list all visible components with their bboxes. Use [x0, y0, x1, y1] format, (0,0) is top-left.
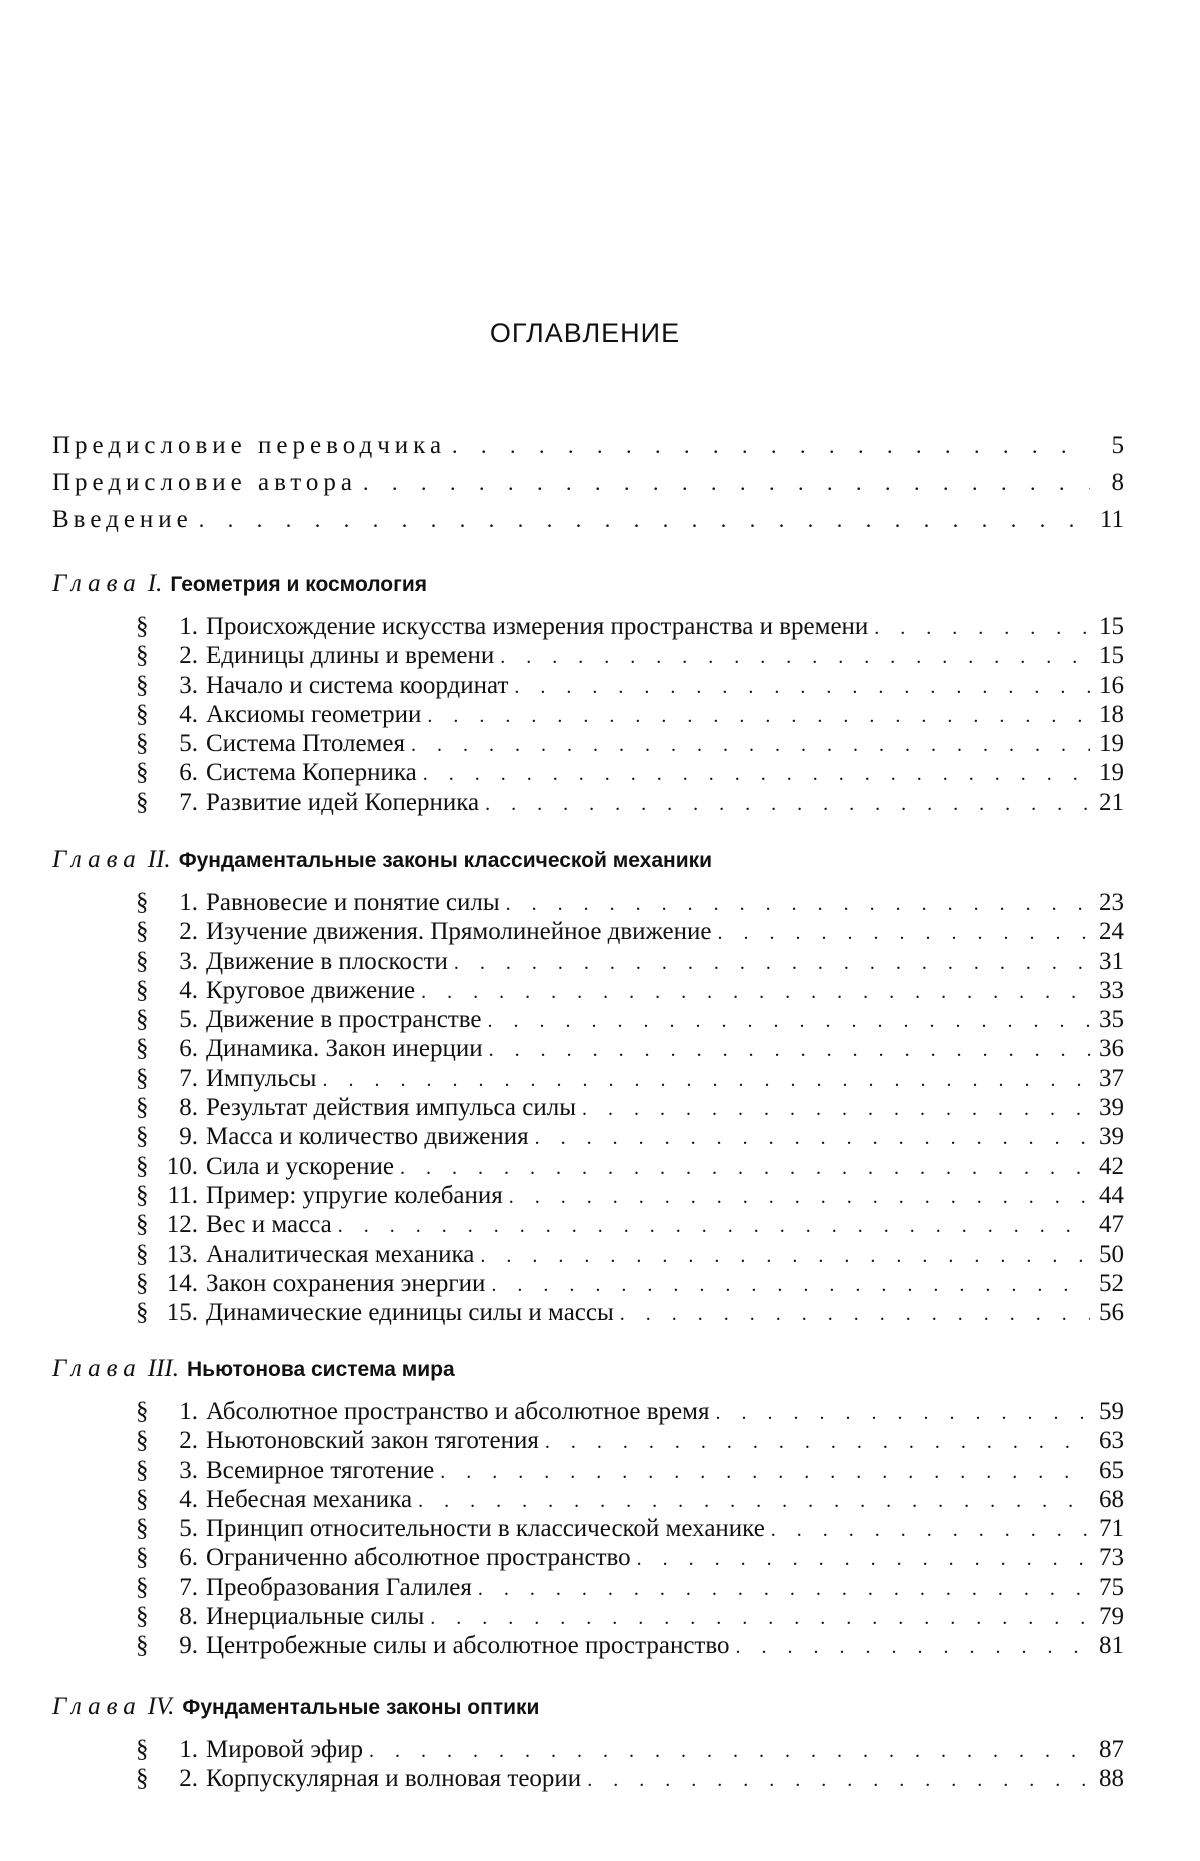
- section-label: Принцип относительности в классической механике: [206, 1515, 765, 1543]
- chapter-word: Глава: [52, 570, 142, 597]
- section-sign: §: [136, 1181, 149, 1209]
- leader-dots: [509, 1183, 1090, 1212]
- page-number: 87: [1099, 1736, 1124, 1763]
- leader-dots: [620, 1300, 1090, 1329]
- section-label: Сила и ускорение: [206, 1152, 394, 1180]
- leader-dots: [514, 673, 1090, 702]
- section-number: 5.: [179, 730, 198, 758]
- toc-section-entry[interactable]: [136, 1397, 1124, 1426]
- leader-dots: [500, 643, 1090, 672]
- section-label: Преобразования Галилея: [206, 1573, 472, 1601]
- section-sign: §: [136, 889, 149, 916]
- section-sign: §: [136, 1485, 149, 1513]
- section-number: 3.: [179, 1456, 198, 1484]
- section-number: 3.: [179, 947, 198, 975]
- section-label: Центробежные силы и абсолютное пространство: [206, 1632, 730, 1660]
- section-number: 1.: [179, 613, 198, 640]
- section-sign: §: [136, 1765, 149, 1793]
- toc-section-entry[interactable]: [136, 671, 1124, 700]
- section-sign: §: [136, 1152, 149, 1180]
- section-label: Ограниченно абсолютное пространство: [206, 1544, 631, 1572]
- toc-section-entry[interactable]: [136, 700, 1124, 729]
- leader-dots: [363, 470, 1090, 496]
- toc-section-entry[interactable]: [136, 1181, 1124, 1210]
- toc-section-entry[interactable]: [136, 1240, 1124, 1269]
- toc-section-entry[interactable]: [136, 729, 1124, 758]
- section-label: Вес и масса: [206, 1211, 332, 1239]
- section-list: [136, 888, 1124, 1327]
- page-number: 79: [1099, 1603, 1124, 1631]
- section-number: 7.: [179, 1064, 198, 1092]
- page-number: 19: [1099, 730, 1124, 758]
- leader-dots: [506, 890, 1090, 919]
- section-list: [136, 1397, 1124, 1661]
- section-sign: §: [136, 1544, 149, 1572]
- section-label: Инерциальные силы: [206, 1603, 425, 1631]
- leader-dots: [418, 1487, 1090, 1516]
- section-sign: §: [136, 1427, 149, 1455]
- page-number: 5: [1111, 432, 1124, 459]
- toc-section-entry[interactable]: [136, 1210, 1124, 1239]
- page-number: 36: [1099, 1035, 1124, 1063]
- page-number: 71: [1099, 1515, 1124, 1543]
- section-number: 1.: [179, 1398, 198, 1425]
- page-number: 35: [1099, 1006, 1124, 1034]
- page-number: 24: [1099, 918, 1124, 946]
- leader-dots: [488, 1007, 1090, 1036]
- page-number: 44: [1099, 1181, 1124, 1209]
- chapter-4: [52, 1693, 1124, 1794]
- toc-section-entry[interactable]: [136, 1064, 1124, 1093]
- leader-dots: [369, 1737, 1090, 1766]
- section-number: 9.: [179, 1632, 198, 1660]
- section-label: Круговое движение: [206, 976, 416, 1004]
- section-sign: §: [136, 1456, 149, 1484]
- leader-dots: [430, 1604, 1090, 1633]
- leader-dots: [489, 1036, 1090, 1065]
- page-number: 37: [1099, 1064, 1124, 1092]
- leader-dots: [587, 1766, 1090, 1795]
- page-number: 65: [1099, 1456, 1124, 1484]
- section-label: Абсолютное пространство и абсолютное время: [206, 1398, 710, 1425]
- page-number: 31: [1099, 947, 1124, 975]
- chapter-title: Ньютонова система мира: [187, 1358, 455, 1381]
- section-list: [136, 1735, 1124, 1794]
- chapter-2: [52, 846, 1124, 1327]
- section-number: 12.: [166, 1211, 198, 1239]
- section-label: Закон сохранения энергии: [206, 1269, 486, 1297]
- leader-dots: [736, 1633, 1091, 1662]
- section-label: Аналитическая механика: [206, 1240, 475, 1268]
- section-sign: §: [136, 788, 149, 816]
- section-number: 5.: [179, 1006, 198, 1034]
- section-number: 3.: [179, 671, 198, 699]
- leader-dots: [545, 1428, 1090, 1457]
- page-number: 15: [1099, 642, 1124, 670]
- toc-section-entry[interactable]: [136, 1298, 1124, 1327]
- toc-section-entry[interactable]: [136, 758, 1124, 787]
- section-sign: §: [136, 947, 149, 975]
- leader-dots: [582, 1095, 1090, 1124]
- section-label: Импульсы: [206, 1064, 317, 1092]
- section-label: Система Птолемея: [206, 730, 405, 758]
- chapter-number: I.: [147, 570, 163, 597]
- leader-dots: [454, 949, 1090, 978]
- page-number: 8: [1111, 469, 1124, 496]
- page-title: ОГЛАВЛЕНИЕ: [489, 318, 681, 348]
- section-label: Изучение движения. Прямолинейное движение: [206, 918, 712, 946]
- section-label: Движение в плоскости: [206, 947, 448, 975]
- section-label: Начало и система координат: [206, 671, 509, 699]
- leader-dots: [637, 1545, 1090, 1574]
- section-sign: §: [136, 1573, 149, 1601]
- section-number: 2.: [179, 642, 198, 670]
- page-number: 63: [1099, 1427, 1124, 1455]
- section-number: 2.: [179, 1765, 198, 1793]
- page-number: 47: [1099, 1211, 1124, 1239]
- toc-section-entry[interactable]: [136, 947, 1124, 976]
- section-number: 5.: [179, 1515, 198, 1543]
- leader-dots: [423, 760, 1090, 789]
- toc-section-entry[interactable]: [136, 1485, 1124, 1514]
- section-number: 6.: [179, 1544, 198, 1572]
- section-sign: §: [136, 1299, 149, 1327]
- leader-dots: [874, 614, 1090, 643]
- section-number: 15.: [166, 1299, 198, 1327]
- leader-dots: [478, 1575, 1090, 1604]
- section-number: 2.: [179, 918, 198, 946]
- section-number: 6.: [179, 759, 198, 787]
- section-label: Корпускулярная и волновая теории: [206, 1765, 582, 1793]
- section-number: 1.: [179, 889, 198, 916]
- leader-dots: [440, 1458, 1090, 1487]
- toc-section-entry[interactable]: [136, 1735, 1124, 1764]
- section-label: Система Коперника: [206, 759, 417, 787]
- section-number: 4.: [179, 1485, 198, 1513]
- toc-section-entry[interactable]: [136, 976, 1124, 1005]
- section-sign: §: [136, 1006, 149, 1034]
- page-number: 73: [1099, 1544, 1124, 1572]
- leader-dots: [411, 731, 1090, 760]
- section-sign: §: [136, 1269, 149, 1297]
- section-number: 7.: [179, 1573, 198, 1601]
- section-number: 10.: [166, 1152, 198, 1180]
- entry-label: Введение: [52, 506, 193, 533]
- page-number: 11: [1099, 506, 1124, 533]
- section-number: 2.: [179, 1427, 198, 1455]
- section-label: Пример: упругие колебания: [206, 1181, 503, 1209]
- page-number: 15: [1099, 613, 1124, 640]
- section-number: 8.: [179, 1603, 198, 1631]
- section-number: 4.: [179, 976, 198, 1004]
- leader-dots: [717, 919, 1090, 948]
- page-number: 75: [1099, 1573, 1124, 1601]
- section-number: 14.: [166, 1269, 198, 1297]
- page-number: 56: [1099, 1299, 1124, 1327]
- section-label: Развитие идей Коперника: [206, 788, 480, 816]
- chapter-word: Глава: [52, 846, 142, 873]
- leader-dots: [535, 1124, 1090, 1153]
- page-number: 16: [1099, 671, 1124, 699]
- section-number: 6.: [179, 1035, 198, 1063]
- section-sign: §: [136, 613, 149, 640]
- section-label: Масса и количество движения: [206, 1123, 529, 1151]
- page-number: 59: [1099, 1398, 1124, 1425]
- toc-section-entry[interactable]: [136, 917, 1124, 946]
- leader-dots: [485, 790, 1090, 819]
- chapter-1: [52, 570, 1124, 817]
- toc-section-entry[interactable]: [136, 1764, 1124, 1793]
- page-number: 39: [1099, 1123, 1124, 1151]
- toc-section-entry[interactable]: [136, 1543, 1124, 1572]
- section-label: Ньютоновский закон тяготения: [206, 1427, 539, 1455]
- page-number: 39: [1099, 1094, 1124, 1122]
- leader-dots: [491, 1271, 1090, 1300]
- toc-section-entry[interactable]: [136, 888, 1124, 917]
- leader-dots: [400, 1154, 1090, 1183]
- section-number: 7.: [179, 788, 198, 816]
- section-sign: §: [136, 1603, 149, 1631]
- chapter-heading[interactable]: [52, 1693, 1124, 1735]
- chapter-word: Глава: [52, 1693, 142, 1720]
- toc-section-entry[interactable]: [136, 1005, 1124, 1034]
- chapter-heading[interactable]: [52, 570, 1124, 612]
- section-label: Единицы длины и времени: [206, 642, 495, 670]
- leader-dots: [421, 978, 1090, 1007]
- section-sign: §: [136, 1064, 149, 1092]
- section-sign: §: [136, 1211, 149, 1239]
- section-sign: §: [136, 1632, 149, 1660]
- toc-section-entry[interactable]: [136, 1034, 1124, 1063]
- section-sign: §: [136, 730, 149, 758]
- toc-section-entry[interactable]: [136, 1269, 1124, 1298]
- section-sign: §: [136, 671, 149, 699]
- section-label: Равновесие и понятие силы: [206, 889, 500, 916]
- leader-dots: [771, 1516, 1090, 1545]
- chapter-title: Геометрия и космология: [170, 573, 428, 596]
- section-sign: §: [136, 1398, 149, 1425]
- section-sign: §: [136, 976, 149, 1004]
- section-label: Движение в пространстве: [206, 1006, 482, 1034]
- chapter-word: Глава: [52, 1355, 142, 1382]
- section-list: [136, 612, 1124, 817]
- section-sign: §: [136, 1035, 149, 1063]
- section-sign: §: [136, 759, 149, 787]
- page-number: 33: [1099, 976, 1124, 1004]
- toc-entry-translator-preface[interactable]: [52, 432, 1124, 469]
- chapter-number: II.: [147, 846, 171, 873]
- page-number: 68: [1099, 1485, 1124, 1513]
- section-label: Динамические единицы силы и массы: [206, 1299, 614, 1327]
- chapter-title: Фундаментальные законы оптики: [182, 1696, 540, 1719]
- toc-section-entry[interactable]: [136, 641, 1124, 670]
- section-sign: §: [136, 1515, 149, 1543]
- section-sign: §: [136, 1240, 149, 1268]
- section-number: 9.: [179, 1123, 198, 1151]
- leader-dots: [199, 507, 1090, 533]
- page-number: 21: [1099, 788, 1124, 816]
- page-number: 88: [1099, 1765, 1124, 1793]
- chapter-heading[interactable]: [52, 846, 1124, 888]
- leader-dots: [715, 1399, 1090, 1428]
- section-label: Мировой эфир: [206, 1736, 364, 1763]
- entry-label: Предисловие переводчика: [52, 432, 447, 459]
- section-label: Всемирное тяготение: [206, 1456, 435, 1484]
- chapter-heading[interactable]: [52, 1355, 1124, 1397]
- toc-section-entry[interactable]: [136, 788, 1124, 817]
- section-sign: §: [136, 1736, 149, 1763]
- section-label: Результат действия импульса силы: [206, 1094, 577, 1122]
- leader-dots: [338, 1212, 1090, 1241]
- page-number: 18: [1099, 700, 1124, 728]
- page-number: 52: [1099, 1269, 1124, 1297]
- section-number: 4.: [179, 700, 198, 728]
- section-sign: §: [136, 700, 149, 728]
- toc-section-entry[interactable]: [136, 1631, 1124, 1660]
- toc-section-entry[interactable]: [136, 1514, 1124, 1543]
- section-sign: §: [136, 918, 149, 946]
- toc-section-entry[interactable]: [136, 1426, 1124, 1455]
- leader-dots: [452, 433, 1090, 459]
- section-number: 13.: [166, 1240, 198, 1268]
- chapter-title: Фундаментальные законы классической механики: [178, 849, 713, 872]
- section-label: Динамика. Закон инерции: [206, 1035, 483, 1063]
- page-number: 42: [1099, 1152, 1124, 1180]
- chapter-number: III.: [147, 1355, 180, 1382]
- front-matter: [52, 432, 1124, 543]
- toc-section-entry[interactable]: [136, 1573, 1124, 1602]
- toc-section-entry[interactable]: [136, 1152, 1124, 1181]
- section-label: Происхождение искусства измерения пространства и времени: [206, 613, 869, 640]
- chapter-number: IV.: [147, 1693, 175, 1720]
- section-sign: §: [136, 642, 149, 670]
- page-number: 23: [1099, 889, 1124, 916]
- toc-section-entry[interactable]: [136, 1122, 1124, 1151]
- section-sign: §: [136, 1094, 149, 1122]
- chapter-3: [52, 1355, 1124, 1661]
- section-label: Аксиомы геометрии: [206, 700, 422, 728]
- leader-dots: [427, 702, 1090, 731]
- section-sign: §: [136, 1123, 149, 1151]
- section-label: Небесная механика: [206, 1485, 413, 1513]
- leader-dots: [322, 1066, 1090, 1095]
- toc-section-entry[interactable]: [136, 1093, 1124, 1122]
- leader-dots: [480, 1242, 1090, 1271]
- page-number: 19: [1099, 759, 1124, 787]
- section-number: 1.: [179, 1736, 198, 1763]
- toc-section-entry[interactable]: [136, 612, 1124, 641]
- section-number: 11.: [167, 1181, 198, 1209]
- section-number: 8.: [179, 1094, 198, 1122]
- toc-entry-introduction[interactable]: [52, 506, 1124, 543]
- toc-section-entry[interactable]: [136, 1602, 1124, 1631]
- page-number: 50: [1099, 1240, 1124, 1268]
- entry-label: Предисловие автора: [52, 469, 357, 496]
- page-number: 81: [1099, 1632, 1124, 1660]
- toc-section-entry[interactable]: [136, 1456, 1124, 1485]
- toc-entry-author-preface[interactable]: [52, 469, 1124, 506]
